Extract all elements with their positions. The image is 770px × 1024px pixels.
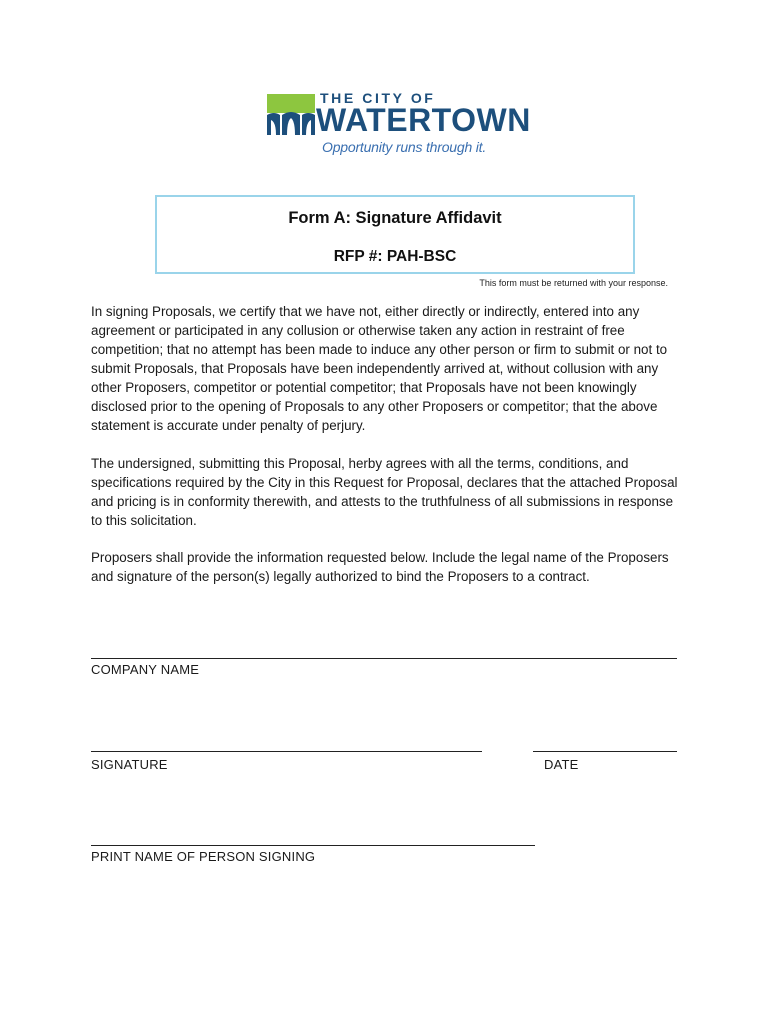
form-title: Form A: Signature Affidavit <box>288 209 502 227</box>
logo-wave-right <box>302 113 315 135</box>
instructions-paragraph: Proposers shall provide the information requested below. Include the legal name of the Proposers and signature of the person(s) legally authorized to bind the Proposers to a contract. <box>91 550 669 584</box>
date-line[interactable] <box>533 751 677 752</box>
company-name-line[interactable] <box>91 658 677 659</box>
logo-line2: WATERTOWN <box>316 102 531 138</box>
signature-label: SIGNATURE <box>91 757 168 772</box>
certification-paragraph: In signing Proposals, we certify that we have not, either directly or indirectly, entered into any agreement or participated in any collusion or otherwise taken any action in restraint of free competition; that no attempt has been made to induce any other person or firm to submit or not to submit Proposals, that Proposals have been independently arrived at, without collusion with any other Proposers, competitor or potential competitor; that Proposals have not been knowingly disclosed prior to the opening of Proposals to any other Proposers or competitor; that the above statement is accurate under penalty of perjury. <box>91 304 668 433</box>
logo-wave-left <box>267 113 280 135</box>
print-name-line[interactable] <box>91 845 535 846</box>
title-box <box>155 195 635 274</box>
return-note: This form must be returned with your response. <box>479 278 668 288</box>
logo-tagline: Opportunity runs through it. <box>322 139 487 155</box>
agreement-paragraph: The undersigned, submitting this Proposal, herby agrees with all the terms, conditions, and specifications required by the City in this Request for Proposal, declares that the attached Proposal and pricing is in conformity therewith, and attests to the truthfulness of all submissions in response to this solicitation. <box>91 456 678 528</box>
logo-wave-center <box>282 112 300 135</box>
signature-line[interactable] <box>91 751 482 752</box>
city-logo <box>266 90 531 160</box>
print-name-label: PRINT NAME OF PERSON SIGNING <box>91 849 316 864</box>
logo-green-block <box>267 94 315 113</box>
logo-line1: THE CITY OF <box>320 90 436 106</box>
rfp-number: RFP #: PAH-BSC <box>333 248 457 265</box>
date-label: DATE <box>544 757 579 772</box>
watertown-logo-icon <box>266 94 316 136</box>
company-name-label: COMPANY NAME <box>91 662 200 677</box>
